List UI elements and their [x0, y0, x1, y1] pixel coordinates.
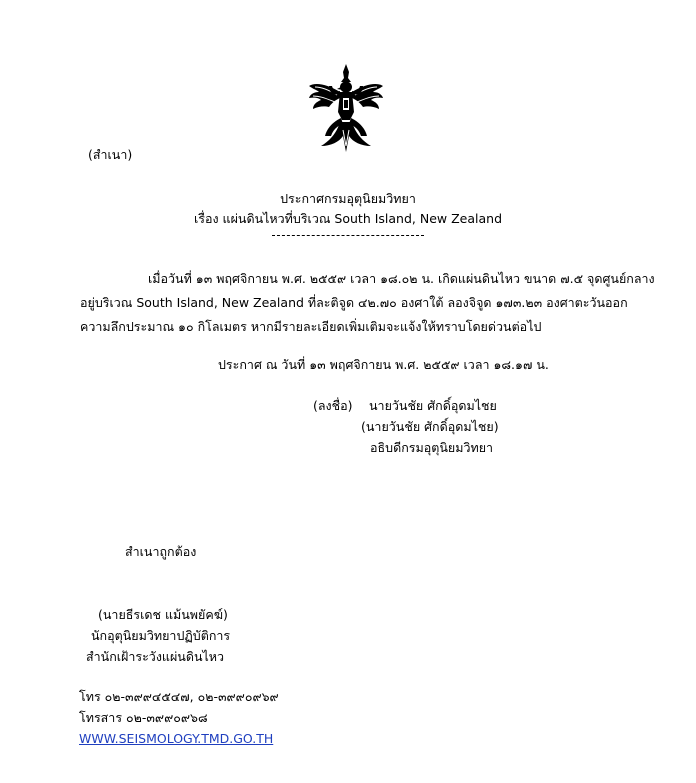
certifier-name: (นายธีรเดช แม้นพยัคฆ์) — [98, 607, 228, 622]
body-line-1: เมื่อวันที่ ๑๓ พฤศจิกายน พ.ศ. ๒๕๕๙ เวลา ๑๘.๐๒ น. เกิดแผ่นดินไหว ขนาด ๗.๕ จุดศูนย์กลาง — [148, 271, 655, 286]
title-divider — [272, 235, 424, 236]
website-link[interactable]: WWW.SEISMOLOGY.TMD.GO.TH — [79, 731, 274, 746]
garuda-emblem-icon — [307, 62, 385, 154]
certifier-position: นักอุตุนิยมวิทยาปฏิบัติการ — [91, 628, 231, 643]
signatory-name: นายวันชัย ศักดิ์อุดมไชย — [369, 398, 497, 413]
fax-number: โทรสาร ๐๒-๓๙๙๐๙๖๘ — [79, 710, 208, 725]
certifier-office: สำนักเฝ้าระวังแผ่นดินไหว — [86, 649, 225, 664]
document-title: ประกาศกรมอุตุนิยมวิทยา — [280, 191, 416, 206]
signed-label: (ลงชื่อ) — [313, 398, 353, 413]
copy-label: (สำเนา) — [88, 147, 133, 162]
signatory-name-parenthesized: (นายวันชัย ศักดิ์อุดมไชย) — [361, 419, 499, 434]
body-line-2: อยู่บริเวณ South Island, New Zealand ที่ละติจูด ๔๒.๗๐ องศาใต้ ลองจิจูด ๑๗๓.๒๓ องศาตะวันออก — [80, 295, 628, 310]
phone-numbers: โทร ๐๒-๓๙๙๔๕๔๗, ๐๒-๓๙๙๐๙๖๙ — [79, 689, 279, 704]
certified-copy-label: สำเนาถูกต้อง — [125, 544, 197, 559]
announcement-date: ประกาศ ณ วันที่ ๑๓ พฤศจิกายน พ.ศ. ๒๕๕๙ เวลา ๑๘.๑๗ น. — [218, 357, 549, 372]
announcement-body — [80, 267, 655, 339]
body-line-3: ความลึกประมาณ ๑๐ กิโลเมตร หากมีรายละเอียดเพิ่มเติมจะแจ้งให้ทราบโดยด่วนต่อไป — [80, 319, 542, 334]
signatory-position: อธิบดีกรมอุตุนิยมวิทยา — [370, 440, 494, 455]
document-subject: เรื่อง แผ่นดินไหวที่บริเวณ South Island, New Zealand — [193, 211, 503, 226]
